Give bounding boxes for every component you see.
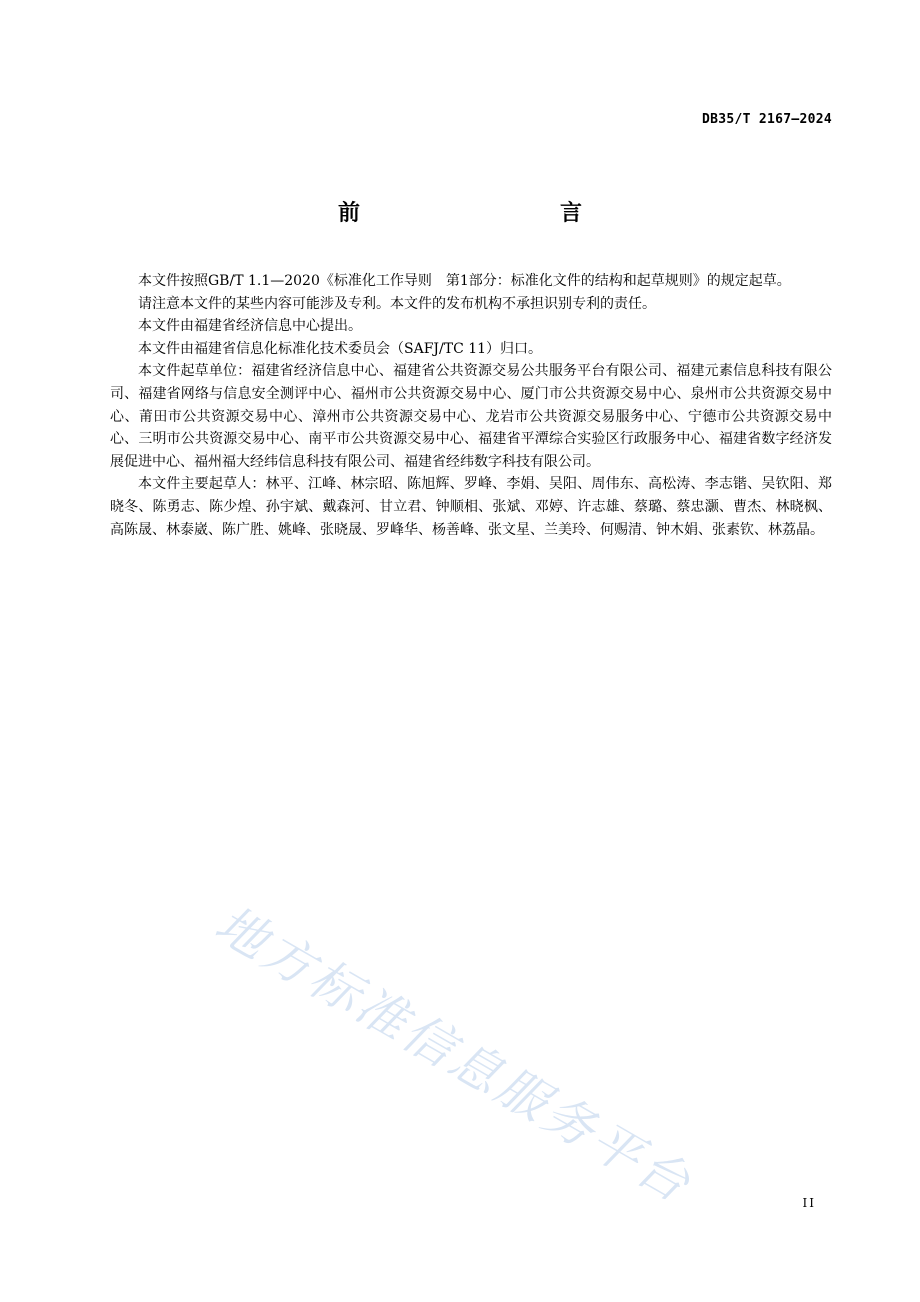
watermark: 地方标准信息服务平台 [205,894,703,1215]
paragraph-administrator: 本文件由福建省信息化标准化技术委员会（SAFJ/TC 11）归口。 [138,340,543,357]
preface-body [110,270,832,541]
paragraph-proposer: 本文件由福建省经济信息中心提出。 [138,318,362,335]
paragraph-drafting-basis: 本文件按照GB/T 1.1—2020《标准化工作导则 第1部分：标准化文件的结构和起草规则》的规定起草。 [138,273,791,289]
page-number: II [802,1196,816,1210]
page-title: 前 言 [337,201,634,226]
paragraph-drafting-units: 本文件起草单位：福建省经济信息中心、福建省公共资源交易公共服务平台有限公司、福建元素信息科技有限公司、福建省网络与信息安全测评中心、福州市公共资源交易中心、厦门市公共资源交易中心、泉州市公共资源交易中心、莆田市公共资源交易中心、漳州市公共资源交易中心、龙岩市公共资源交易服务中心、宁德市公共资源交易中心、三明市公共资源交易中心、南平市公共资源交易中心、福建省平潭综合实验区行政服务中心、福建省数字经济发展促进中心、福州福大经纬信息科技有限公司、福建省经纬数字科技有限公司。 [110,363,832,470]
paragraph-patent-notice: 请注意本文件的某些内容可能涉及专利。本文件的发布机构不承担识别专利的责任。 [138,295,656,312]
document-code: DB35/T 2167—2024 [701,112,832,127]
paragraph-drafters: 本文件主要起草人：林平、江峰、林宗昭、陈旭辉、罗峰、李娟、吴阳、周伟东、高松涛、李志锴、吴钦阳、郑晓冬、陈勇志、陈少煌、孙宇斌、戴森河、甘立君、钟顺相、张斌、邓婷、许志雄、蔡璐、蔡忠灏、曹杰、林晓枫、高陈晟、林泰崴、陈广胜、姚峰、张晓晟、罗峰华、杨善峰、张文星、兰美玲、何赐清、钟木娟、张素钦、林荔晶。 [110,476,832,538]
